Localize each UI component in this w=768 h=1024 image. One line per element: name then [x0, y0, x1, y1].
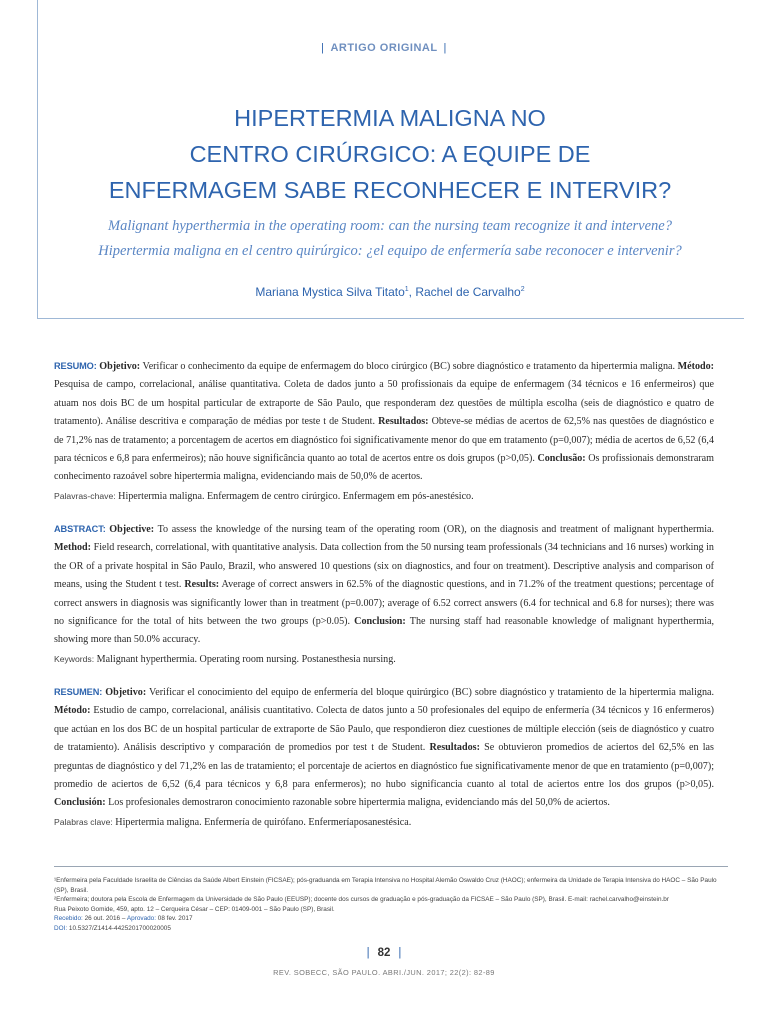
- resumen-keywords-label: Palabras clave:: [54, 816, 113, 827]
- abstract-method-label: Method:: [54, 542, 92, 554]
- article-title: [40, 100, 740, 208]
- footnote-2: ²Enfermeira; doutora pela Escola de Enfermagem da Universidade de São Paulo (EEUSP); docente dos cursos de graduação e pós-graduação da FICSAE – São Paulo (SP), Brasil. E-mail: rachel.carvalho@einstein.br: [54, 896, 669, 904]
- author-1: Mariana Mystica Silva Titato: [255, 285, 405, 299]
- received-date: 26 out. 2016: [84, 915, 121, 923]
- footnote-address: Rua Peixoto Gomide, 459, apto. 12 – Cerqueira César – CEP: 01409-001 – São Paulo (SP), Brasil.: [54, 905, 335, 913]
- translated-titles: [40, 214, 740, 264]
- abstract-label: ABSTRACT:: [54, 524, 106, 534]
- resumen-results-label: Resultados:: [429, 742, 480, 754]
- author-1-affiliation: 1: [404, 286, 409, 293]
- resumen-objective: Verificar el conocimiento del equipo de enfermería del bloque quirúrgico (BC) sobre diagnóstico y tratamiento de la hipertermia maligna.: [149, 687, 714, 698]
- resumo-results: Obteve-se médias de acertos de 62,5% nas questões de diagnóstico e de 71,2% nas de tratamento; a porcentagem de acertos em diagnóstico foi significativamente menor do que em tratamento (p=0,007); média de acertos de 6,52 (6,4 para técnicos e 6,8 para enfermeiros); não houve significância quanto ao total de acertos entre os dois grupos (p>0,05).: [54, 416, 714, 465]
- footnote-divider: [54, 866, 728, 867]
- resumen-conclusion-label: Conclusión:: [54, 797, 106, 809]
- page-number: [0, 947, 768, 959]
- resumo-objective-label: Objetivo:: [99, 361, 141, 372]
- abstract-objective-label: Objective:: [109, 524, 155, 535]
- abstract-objective: To assess the knowledge of the nursing team of the operating room (OR), on the diagnosis and treatment of malignant hyperthermia.: [157, 524, 715, 535]
- abstract-keywords: Malignant hyperthermia. Operating room nursing. Postanesthesia nursing.: [96, 653, 396, 665]
- resumen-results: Se obtuvieron promedios de aciertos del 62,5% en las preguntas de diagnóstico y del 71,2% en las de tratamiento; el porcentaje de aciertos en diagnóstico fue significativamente menor de que en tratamiento (p=0,007); promedio de aciertos de 6,52 (6,4 para técnicos y 6,8 para enfermeros); no hubo significancia cuanto al total de aciertos entre los dos grupos (p>0,05).: [54, 742, 714, 791]
- resumo-label: RESUMO:: [54, 361, 97, 371]
- resumen-keywords: Hipertermia maligna. Enfermería de quirófano. Enfermeríaposanestésica.: [115, 816, 412, 828]
- resumo-keywords: Hipertermia maligna. Enfermagem de centro cirúrgico. Enfermagem em pós-anestésico.: [118, 490, 474, 502]
- page-number-value: 82: [377, 947, 391, 959]
- title-line-1: HIPERTERMIA MALIGNA NO: [234, 105, 546, 131]
- resumen-label: RESUMEN:: [54, 687, 103, 697]
- doi-value: 10.5327/Z1414-4425201700020005: [68, 924, 171, 932]
- footnote-1: ¹Enfermeira pela Faculdade Israelita de Ciências da Saúde Albert Einstein (FICSAE); pós-graduanda em Terapia Intensiva no Hospital Alemão Oswaldo Cruz (HAOC); enfermeira da Unidade de Terapia Intensiva do HAOC – São Paulo (SP), Brasil.: [54, 877, 717, 894]
- title-line-2: CENTRO CIRÚRGICO: A EQUIPE DE: [189, 141, 591, 167]
- resumo-conclusion: Os profissionais demonstraram conhecimento razoável sobre hipertermia maligna, evidenciando mais de 50,0% de acertos.: [54, 453, 714, 483]
- abstract-conclusion-label: Conclusion:: [354, 616, 406, 628]
- resumo-keywords-label: Palavras-chave:: [54, 490, 116, 501]
- resumo-block: [54, 357, 714, 506]
- author-2: Rachel de Carvalho: [415, 285, 521, 299]
- resumo-objective: Verificar o conhecimento da equipe de enfermagem do bloco cirúrgico (BC) sobre diagnóstico e tratamento da hipertermia maligna.: [142, 361, 676, 372]
- footnotes: [54, 876, 728, 934]
- spanish-title: Hipertermia maligna en el centro quirúrgico: ¿el equipo de enfermería sabe reconocer e intervenir?: [98, 243, 682, 259]
- resumo-conclusion-label: Conclusão:: [537, 453, 586, 465]
- authors: [40, 285, 740, 299]
- resumen-method: Estudio de campo, correlacional, análisis cuantitativo. Colecta de datos junto a 50 profesionales del equipo de enfermería (34 técnicos y 16 enfermeros) que actúan en los dos BC de un hospital particular de extraporte de São Paulo, que respondieron diez cuestiones de múltiple elección (seis de diagnóstico y cuatro de tratamiento). Análisis descriptivo y comparación de promedios por test t de Student.: [54, 705, 714, 754]
- abstract-keywords-label: Keywords:: [54, 653, 95, 664]
- section-label-text: ARTIGO ORIGINAL: [330, 42, 438, 54]
- divider-left: |: [321, 42, 325, 54]
- resumo-method-label: Método:: [677, 361, 715, 372]
- resumen-method-label: Método:: [54, 705, 91, 717]
- abstract-results: Average of correct answers in 62.5% of the diagnostic questions, and in 71.2% of the treatment questions; percentage of correct answers in diagnosis was significantly lower than in treatment (p=0.007); average of 6.52 correct answers (6.4 for technical and 6.8 for nurses); there was no significance for the total of hits between the two groups (p>0.05).: [54, 579, 715, 628]
- page-divider-right: |: [398, 947, 402, 959]
- resumen-objective-label: Objetivo:: [105, 687, 147, 698]
- journal-citation: REV. SOBECC, SÃO PAULO. ABRI./JUN. 2017; 22(2): 82-89: [273, 968, 495, 977]
- page-divider-left: |: [366, 947, 370, 959]
- resumen-block: [54, 683, 714, 832]
- divider-right: |: [443, 42, 447, 54]
- abstract-method: Field research, correlational, with quantitative analysis. Data collection from the 50 nursing team professionals (34 technicians and 16 nurses) working in the OR of a private hospital in São Paulo, Brazil, who answered 10 questions (six on diagnostics, and four on treatment). Descriptive analysis and comparison of means, using the Student t test.: [54, 542, 714, 591]
- approved-label: Aprovado:: [126, 915, 157, 923]
- resumo-results-label: Resultados:: [378, 416, 429, 428]
- title-line-3: ENFERMAGEM SABE RECONHECER E INTERVIR?: [108, 177, 672, 203]
- approved-date: 08 fev. 2017: [157, 915, 193, 923]
- resumo-method: Pesquisa de campo, correlacional, análise quantitativa. Coleta de dados junto a 50 profissionais da equipe de enfermagem (34 técnicos e 16 enfermeiros) que atuam nos dois BC de um hospital particular de extraporte de São Paulo, que responderam dez questões de múltipla escolha (seis de diagnóstico e quatro de tratamento). Análise descritiva e comparação de médias por teste t de Student.: [54, 379, 714, 428]
- author-2-affiliation: 2: [520, 286, 525, 293]
- abstract-conclusion: The nursing staff had reasonable knowledge of malignant hyperthermia, showing more than 50.0% accuracy.: [54, 616, 714, 646]
- resumen-conclusion: Los profesionales demostraron conocimiento razonable sobre hipertermia maligna, evidenciando más del 50,0% de aciertos.: [108, 797, 610, 809]
- abstract-block: [54, 520, 714, 669]
- doi-label: DOI:: [54, 924, 68, 932]
- received-label: Recebido:: [54, 915, 83, 923]
- footnote-doi: [54, 924, 728, 934]
- footnote-dates: Recebido: 26 out. 2016 – Aprovado: 08 fev. 2017: [54, 915, 193, 923]
- author-separator: ,: [408, 285, 416, 299]
- abstract-results-label: Results:: [184, 579, 220, 591]
- english-title: Malignant hyperthermia in the operating room: can the nursing team recognize it and intervene?: [108, 218, 672, 234]
- section-label: [0, 42, 768, 54]
